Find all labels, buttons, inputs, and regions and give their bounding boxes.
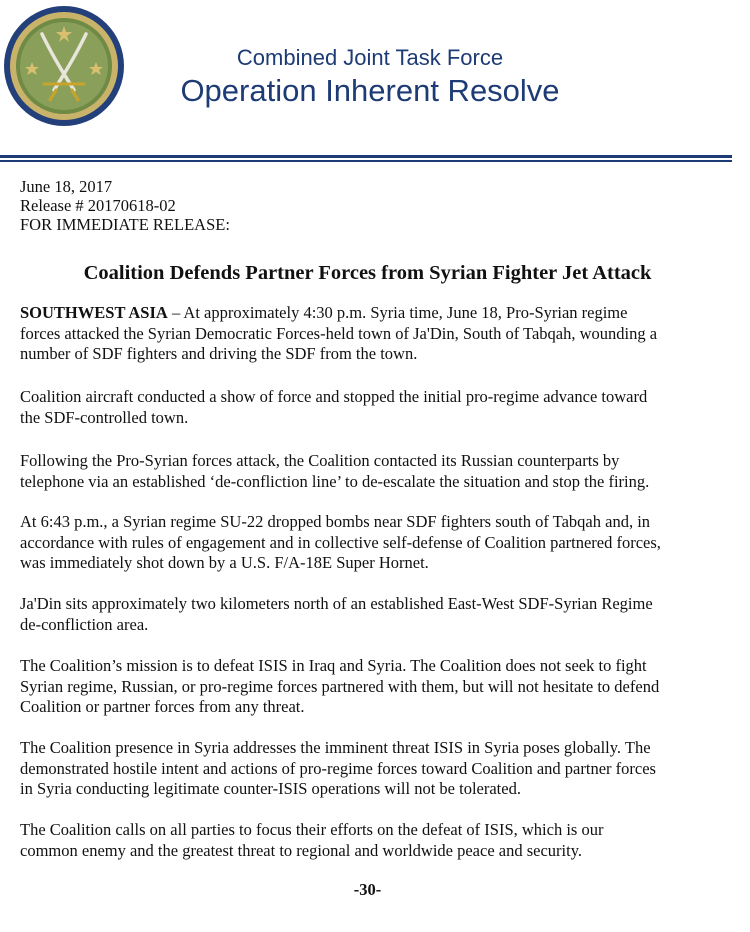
header-divider-thin bbox=[0, 160, 732, 162]
paragraph-8: The Coalition calls on all parties to focus their efforts on the defeat of ISIS, which is our common enemy and the greatest threat to regional and worldwide peace and security. bbox=[20, 820, 604, 860]
paragraph-5: Ja'Din sits approximately two kilometers north of an established East-West SDF-Syrian Regime de-confliction area. bbox=[20, 594, 653, 634]
release-meta bbox=[20, 177, 230, 234]
letterhead bbox=[0, 0, 750, 170]
end-marker: -30- bbox=[353, 880, 382, 899]
paragraph-1-text: – At approximately 4:30 p.m. Syria time, June 18, Pro-Syrian regime forces attacked the Syrian Democratic Forces-held town of Ja'Din, South of Tabqah, wounding a number of SDF fighters and driving the SDF from the town. bbox=[20, 303, 658, 363]
paragraph-7: The Coalition presence in Syria addresses the imminent threat ISIS in Syria poses globally. The demonstrated hostile intent and actions of pro-regime forces toward Coalition and partner forces in Syria conducting legitimate counter-ISIS operations will not be tolerated. bbox=[20, 738, 656, 798]
operation-name: Operation Inherent Resolve bbox=[180, 73, 560, 108]
org-name: Combined Joint Task Force bbox=[236, 45, 504, 70]
paragraph-2: Coalition aircraft conducted a show of force and stopped the initial pro-regime advance toward the SDF-controlled town. bbox=[20, 387, 648, 427]
header-divider bbox=[0, 155, 732, 158]
release-number: Release # 20170618-02 bbox=[20, 196, 176, 215]
paragraph-1 bbox=[20, 303, 720, 365]
paragraph-3: Following the Pro-Syrian forces attack, the Coalition contacted its Russian counterparts by telephone via an established ‘de-confliction line’ to de-escalate the situation and stop the firing. bbox=[20, 451, 650, 491]
press-release-headline: Coalition Defends Partner Forces from Syrian Fighter Jet Attack bbox=[83, 262, 652, 284]
org-title-block bbox=[150, 44, 590, 110]
paragraph-4: At 6:43 p.m., a Syrian regime SU-22 dropped bombs near SDF fighters south of Tabqah and, in accordance with rules of engagement and in collective self-defense of Coalition partnered forces, was immediately shot down by a U.S. F/A-18E Super Hornet. bbox=[20, 512, 661, 572]
release-status: FOR IMMEDIATE RELEASE: bbox=[20, 215, 230, 234]
release-date: June 18, 2017 bbox=[20, 177, 113, 196]
cjtf-oir-seal-icon bbox=[2, 4, 126, 128]
dateline: SOUTHWEST ASIA bbox=[20, 303, 168, 322]
paragraph-6: The Coalition’s mission is to defeat ISIS in Iraq and Syria. The Coalition does not seek to fight Syrian regime, Russian, or pro-regime forces partnered with them, but will not hesitate to defend Coalition or partner forces from any threat. bbox=[20, 656, 660, 716]
